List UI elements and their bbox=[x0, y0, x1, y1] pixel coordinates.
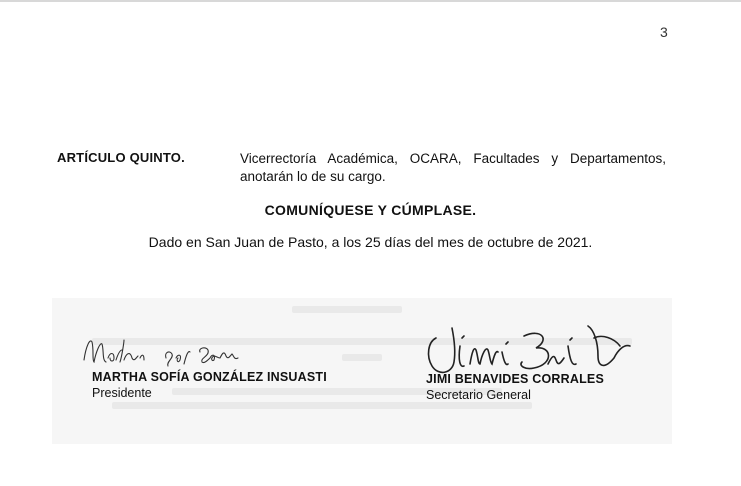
article-text: Vicerrectoría Académica, OCARA, Facultades y Departamentos, anotarán lo de su cargo. bbox=[240, 151, 666, 184]
signatory-role-secretary: Secretario General bbox=[426, 388, 531, 402]
signature-martha bbox=[80, 328, 290, 376]
page-number: 3 bbox=[660, 24, 668, 40]
signatory-role-president: Presidente bbox=[92, 386, 152, 400]
signatory-name-president: MARTHA SOFÍA GONZÁLEZ INSUASTI bbox=[92, 370, 327, 384]
article-label: ARTÍCULO QUINTO. bbox=[57, 150, 185, 165]
signatory-name-secretary: JIMI BENAVIDES CORRALES bbox=[426, 372, 605, 386]
closing-statement: COMUNÍQUESE Y CÚMPLASE. bbox=[264, 202, 477, 218]
date-line: Dado en San Juan de Pasto, a los 25 días del mes de octubre de 2021. bbox=[148, 234, 593, 250]
page-edge bbox=[0, 0, 741, 2]
